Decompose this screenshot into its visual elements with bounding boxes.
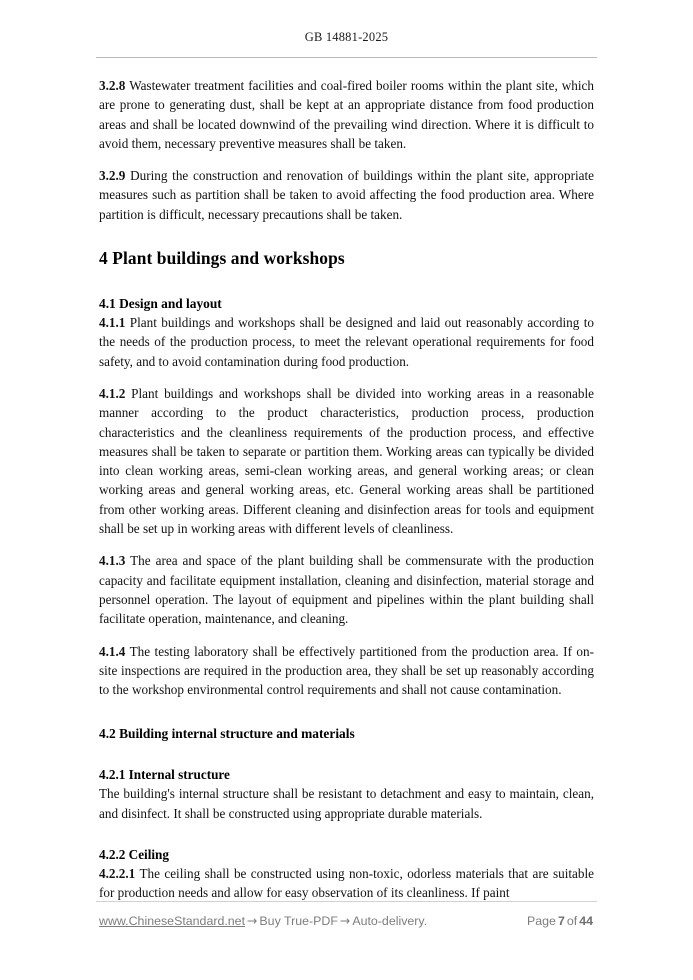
total-page-count: 44 (579, 914, 593, 928)
buy-offer-label: Buy True-PDF (259, 914, 338, 928)
clause-4-1-3 (99, 551, 594, 628)
subsection-heading-4-1: 4.1 Design and layout (99, 296, 222, 312)
footer-divider (96, 901, 597, 902)
page-label: Page (527, 914, 556, 928)
of-label: of (566, 914, 578, 928)
clause-text: The area and space of the plant building shall be commensurate with the production capacity and facilitate equipment installation, cleaning and disinfection, material storage and personnel operation. The layout of equipment and pipelines within the plant building shall facilitate operation, maintenance, and cleaning. (99, 553, 594, 627)
page-content (99, 76, 594, 903)
clause-4-1-2 (99, 384, 594, 538)
clause-4-2-2-1 (99, 864, 594, 903)
arrow-icon: → (247, 913, 258, 928)
clause-number: 4.1.4 (99, 643, 126, 659)
subsection-heading-4-2-1: 4.2.1 Internal structure (99, 767, 230, 783)
standard-code-header: GB 14881-2025 (304, 30, 389, 44)
running-header (96, 30, 597, 45)
clause-4-1-1 (99, 313, 594, 371)
clause-number: 4.1.2 (99, 385, 126, 401)
clause-3-2-9 (99, 166, 594, 224)
clause-3-2-8 (99, 76, 594, 153)
current-page-number: 7 (557, 914, 565, 928)
clause-text: Plant buildings and workshops shall be divided into working areas in a reasonable manner according to the product characteristics, production process, production characteristics and the cleanliness requirements of the production process, and effective measures shall be taken to separate or partition them. Working areas can typically be divided into clean working areas, semi-clean working areas, and general working areas; or clean working areas and general working areas, etc. General working areas shall be partitioned from other working areas. Different cleaning and disinfection areas for tools and equipment shall be set up in working areas with different levels of cleanliness. (99, 385, 594, 537)
running-footer (99, 913, 596, 928)
clause-text: The testing laboratory shall be effectively partitioned from the production area. If on-site inspections are required in the production area, they shall be set up reasonably according to the workshop environmental control requirements and shall not cause contamination. (99, 643, 594, 698)
subsection-heading-4-2-2: 4.2.2 Ceiling (99, 847, 169, 863)
clause-number: 3.2.9 (99, 168, 126, 184)
page-indicator (527, 914, 596, 928)
header-divider (96, 57, 597, 58)
website-link[interactable]: www.ChineseStandard.net (99, 914, 246, 928)
footer-promo (99, 913, 427, 928)
section-heading-4: 4 Plant buildings and workshops (99, 248, 345, 269)
arrow-icon: → (339, 913, 351, 928)
subsection-heading-4-2: 4.2 Building internal structure and materials (99, 726, 355, 742)
clause-number: 4.2.2.1 (99, 866, 136, 882)
clause-number: 4.1.3 (99, 553, 126, 569)
clause-text: Wastewater treatment facilities and coal-fired boiler rooms within the plant site, which are prone to generating dust, shall be kept at an appropriate distance from food production areas and shall be located downwind of the prevailing wind direction. Where it is difficult to avoid them, necessary preventive measures shall be taken. (99, 78, 595, 151)
clause-number: 4.1.1 (99, 315, 126, 331)
delivery-label: Auto-delivery. (352, 914, 428, 928)
clause-4-1-4 (99, 642, 594, 700)
clause-text: Plant buildings and workshops shall be designed and laid out reasonably according to the needs of the production process, to meet the relevant operational requirements for food safety, and to avoid contamination during food production. (99, 315, 594, 369)
paragraph-4-2-1: The building's internal structure shall be resistant to detachment and easy to maintain, clean, and disinfect. It shall be constructed using appropriate durable materials. (99, 786, 594, 821)
clause-number: 3.2.8 (99, 78, 126, 93)
clause-text: During the construction and renovation of buildings within the plant site, appropriate measures such as partition shall be taken to avoid affecting the food production area. Where partition is difficult, necessary precautions shall be taken. (99, 168, 594, 222)
clause-text: The ceiling shall be constructed using non-toxic, odorless materials that are suitable for production needs and allow for easy observation of its cleanliness. If paint (99, 866, 594, 901)
